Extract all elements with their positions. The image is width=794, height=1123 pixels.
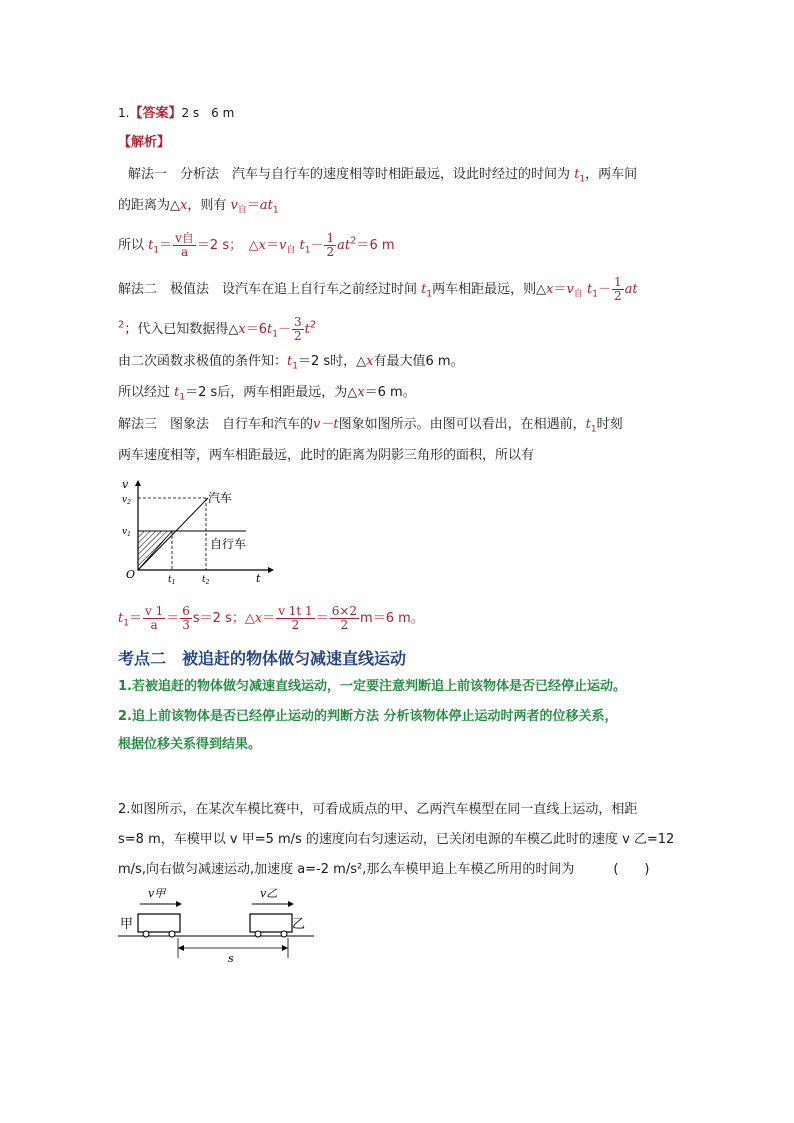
final-eq: ＝: [128, 611, 142, 626]
method2-substitute: ；代入已知数据得△: [124, 322, 239, 337]
s-arrow-right: [282, 945, 288, 951]
method2-line4: 所以经过 $t_1=2$ s后，两车相距最远，为△x＝6 m。: [118, 385, 416, 403]
fig-vyi: v乙: [260, 887, 278, 900]
method1-result-t: ＝2 s；: [196, 238, 236, 253]
origin-label: O: [126, 568, 136, 581]
t-axis-label: t: [256, 572, 261, 585]
method1-result-x: ＝6 m: [356, 238, 395, 253]
section2-point2-b: 根据位移关系得到结果。: [118, 737, 262, 752]
method3-text3: 时刻: [596, 417, 623, 432]
method1-line3: 所以 $t_1=$ $\frac{\text{v自}}{a}$ ＝2 s； $\triangle x=v_自$ $t_1-$ $\frac{1}{2}$ $at^2=6$ m: [118, 231, 395, 259]
car-yi: [250, 914, 292, 932]
method2-text2: 两车相距最远，则△: [432, 282, 547, 297]
car-yi-wheel-front: [255, 931, 261, 937]
q2-line3: [118, 861, 650, 879]
method2-text: 设汽车在追上自行车之前经过时间: [222, 282, 418, 297]
question-number: 1.: [118, 106, 130, 120]
method2-line3: 由二次函数求极值的条件知：$t_1=2$ s时，△x有最大值6 m。: [118, 354, 464, 372]
s-arrow-left: [178, 945, 184, 951]
car-jia: [138, 914, 180, 932]
delta-sym: △: [248, 238, 259, 253]
method3-text: 自行车和汽车的: [222, 417, 314, 432]
method1-so-text: 所以: [118, 238, 145, 253]
v2-label: $v_2$: [122, 495, 131, 506]
final-c: m＝6 m。: [360, 611, 424, 626]
method2-eq: ＝6: [245, 322, 267, 337]
method1-title: 解法一 分析法: [128, 167, 220, 182]
car-label: 汽车: [208, 491, 233, 505]
method2-conclusion-a: 所以经过: [118, 385, 171, 400]
section2-point2-a: 2.追上前该物体是否已经停止运动的判断方法 分析该物体停止运动时两者的位移关系，: [118, 709, 618, 724]
t-axis-arrow: [268, 567, 274, 573]
method2-line1: 解法二 极值法 设汽车在追上自行车之前经过时间 $t_1$两车相距最远，则$\triangle x=v_自$ $t_1-$ $\frac{1}{2}$ at: [118, 275, 638, 303]
final-b: s＝2 s；△: [192, 611, 255, 626]
vt-graph: [118, 478, 278, 588]
analysis-tag: 【解析】: [118, 135, 171, 150]
bike-label: 自行车: [210, 537, 247, 551]
arrow-vjia-head: [176, 901, 182, 907]
method1-text-end: ，两车间: [585, 167, 638, 182]
t1-label: $t_1$: [168, 575, 176, 586]
method3-result: $t_1=$ $\frac{v 1}{a}$ ＝ $\frac{6}{3}$ s＝2 s；△x＝ $\frac{v 1t 1}{2}$ ＝ $\frac{6\times 2}{2}$ m＝6 m。: [118, 604, 424, 632]
q2-line1: 2.如图所示，在某次车模比赛中，可看成质点的甲、乙两汽车模型在同一直线上运动，相距: [118, 802, 638, 817]
fig-s: s: [228, 952, 234, 965]
method1-then-text: ，则有: [187, 198, 227, 213]
eq-sign: ＝: [246, 198, 260, 213]
method1-text: 汽车与自行车的速度相等时相距最远，设此时经过的时间为: [232, 167, 571, 182]
answer-value: 2 s 6 m: [181, 106, 235, 120]
method2-conclusion-c: ＝6 m。: [364, 385, 416, 400]
section2-point1: 1.若被追赶的物体做匀减速直线运动，一定要注意判断追上前该物体是否已经停止运动。: [118, 679, 626, 694]
method3-line1: 解法三 图象法 自行车和汽车的v－t图象如图所示。由图可以看出，在相遇前，$t_1$时刻: [118, 417, 623, 435]
method1-line2: 的距离为△x，则有 $v_自=at_1$: [118, 198, 279, 216]
method2-conclusion-b: ＝2 s后，两车相距最远，为△: [185, 385, 358, 400]
arrow-vyi-head: [288, 901, 294, 907]
method2-title: 解法二 极值法: [118, 282, 210, 297]
answer-bracket: ( ): [613, 862, 650, 877]
method2-condition-b: ＝2 s时，△: [297, 354, 367, 369]
car-jia-wheel-front: [143, 931, 149, 937]
section2-title: 考点二 被追赶的物体做匀减速直线运动: [118, 649, 407, 668]
fig-label-jia: 甲: [120, 917, 134, 932]
q2-line3-text: m/s,向右做匀减速运动,加速度 a=-2 m/s²,那么车模甲追上车模乙所用的时间为: [118, 862, 575, 877]
method2-condition: 由二次函数求极值的条件知：: [118, 354, 288, 369]
v-axis-label: v: [122, 478, 129, 491]
method3-line2: 两车速度相等，两车相距最远，此时的距离为阴影三角形的面积，所以有: [118, 448, 535, 463]
car-model-figure: [118, 882, 318, 967]
method3-title: 解法三 图象法: [118, 417, 210, 432]
method2-line2: $^2$；代入已知数据得$\triangle x=6t_1-$ $\frac{3}{2}$ $t^2$: [118, 315, 317, 343]
answer-tag: 【答案】: [129, 106, 182, 121]
method1-line1: 解法一 分析法 汽车与自行车的速度相等时相距最远，设此时经过的时间为 $t_1$，两车间: [128, 167, 638, 185]
t2-label: $t_2$: [202, 575, 210, 586]
method2-condition-c: 有最大值6 m。: [373, 354, 464, 369]
fig-label-yi: 乙: [292, 917, 306, 932]
method1-distance-text: 的距离为△: [118, 198, 180, 213]
answer-line: [118, 104, 234, 123]
fig-vjia: v甲: [148, 887, 166, 900]
car-jia-wheel-back: [169, 931, 175, 937]
v1-label: $v_1$: [122, 527, 131, 538]
car-yi-wheel-back: [281, 931, 287, 937]
v-axis-arrow: [135, 480, 141, 486]
q2-line2: s=8 m，车模甲以 v 甲=5 m/s 的速度向右匀速运动，已关闭电源的车模乙此时的速度 v 乙=12: [118, 832, 675, 847]
method3-text2: 图象如图所示。由图可以看出，在相遇前，: [338, 417, 586, 432]
